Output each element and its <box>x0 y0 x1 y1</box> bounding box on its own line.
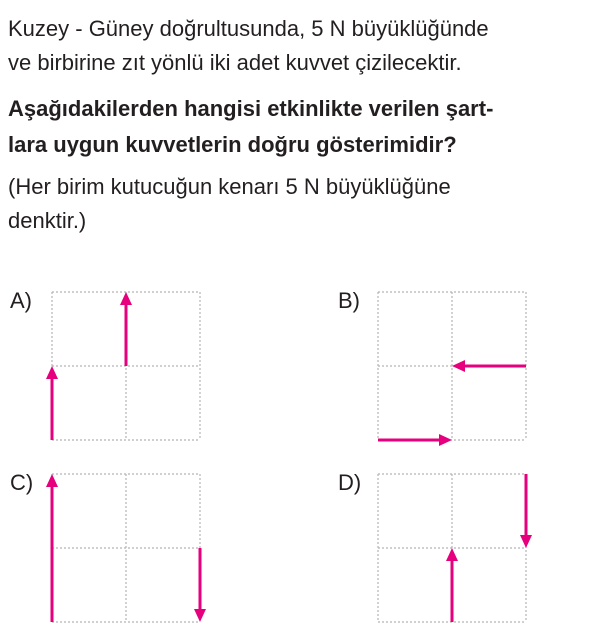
option-d-label[interactable]: D) <box>338 470 362 495</box>
option-a-force-arrow-2 <box>46 366 58 440</box>
option-b-force-arrow-2 <box>378 434 452 446</box>
option-a-grid <box>48 288 204 444</box>
question-intro-line2: ve birbirine zıt yönlü iki adet kuvvet çizilecektir. <box>8 50 462 75</box>
question-prompt-line2: lara uygun kuvvetlerin doğru gösterimidir? <box>8 132 457 157</box>
question-prompt-line1: Aşağıdakilerden hangisi etkinlikte verilen şart- <box>8 96 494 121</box>
option-b-force-arrow-1 <box>452 360 526 372</box>
option-c-label[interactable]: C) <box>10 470 34 495</box>
option-c-force-arrow-2 <box>194 548 206 622</box>
option-a-label[interactable]: A) <box>10 288 32 313</box>
question-intro-line1: Kuzey - Güney doğrultusunda, 5 N büyüklüğünde <box>8 16 489 41</box>
option-d-force-arrow-1 <box>520 474 532 548</box>
option-c-grid <box>48 470 204 626</box>
option-b-grid <box>374 288 530 444</box>
option-b-label[interactable]: B) <box>338 288 360 313</box>
option-a-force-arrow-1 <box>120 292 132 366</box>
option-d-force-arrow-2 <box>446 548 458 622</box>
option-d-grid <box>374 470 530 626</box>
question-note-line1: (Her birim kutucuğun kenarı 5 N büyüklüğüne <box>8 174 451 199</box>
question-note-line2: denktir.) <box>8 208 87 233</box>
